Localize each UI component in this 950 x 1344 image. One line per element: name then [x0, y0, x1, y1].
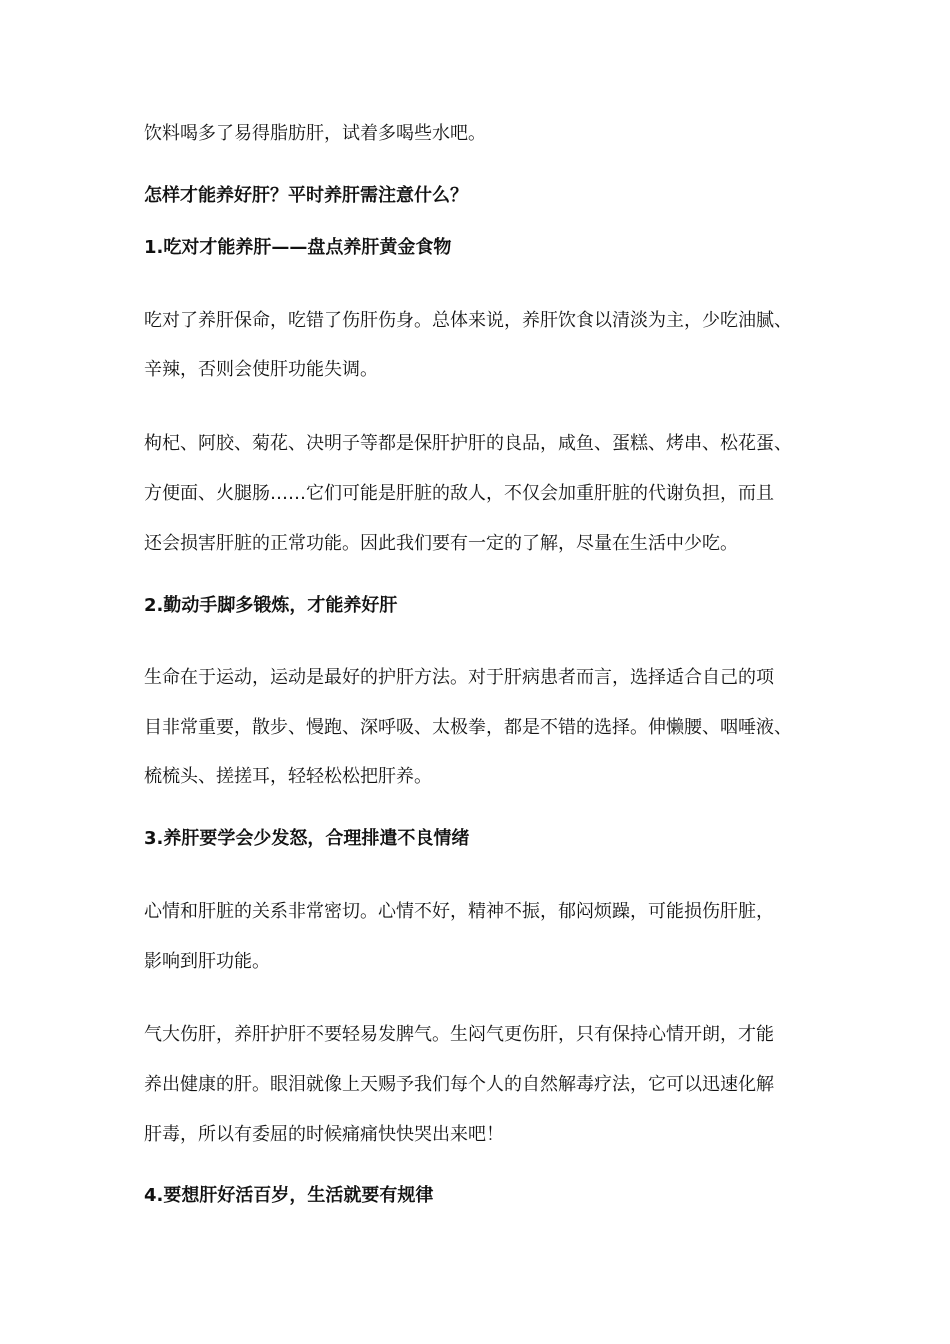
section-heading-4: 4.要想肝好活百岁，生活就要有规律 — [144, 1185, 434, 1206]
section-heading-2: 2.勤动手脚多锻炼，才能养好肝 — [144, 595, 398, 616]
paragraph-line: 辛辣，否则会使肝功能失调。 — [144, 359, 378, 380]
paragraph-line: 方便面、火腿肠……它们可能是肝脏的敌人，不仅会加重肝脏的代谢负担，而且 — [144, 483, 774, 504]
paragraph-line: 气大伤肝，养肝护肝不要轻易发脾气。生闷气更伤肝，只有保持心情开朗，才能 — [144, 1024, 774, 1045]
paragraph-line: 养出健康的肝。眼泪就像上天赐予我们每个人的自然解毒疗法，它可以迅速化解 — [144, 1074, 774, 1095]
paragraph-line: 吃对了养肝保命，吃错了伤肝伤身。总体来说，养肝饮食以清淡为主，少吃油腻、 — [144, 310, 792, 331]
section-question-heading: 怎样才能养好肝？平时养肝需注意什么？ — [144, 185, 468, 206]
paragraph-line: 饮料喝多了易得脂肪肝，试着多喝些水吧。 — [144, 123, 486, 144]
paragraph-line: 生命在于运动，运动是最好的护肝方法。对于肝病患者而言，选择适合自己的项 — [144, 667, 774, 688]
section-heading-1: 1.吃对才能养肝——盘点养肝黄金食物 — [144, 237, 452, 258]
section-heading-3: 3.养肝要学会少发怒，合理排遣不良情绪 — [144, 828, 470, 849]
paragraph-line: 影响到肝功能。 — [144, 951, 270, 972]
paragraph-line: 还会损害肝脏的正常功能。因此我们要有一定的了解，尽量在生活中少吃。 — [144, 533, 738, 554]
paragraph-line: 梳梳头、搓搓耳，轻轻松松把肝养。 — [144, 766, 432, 787]
paragraph-line: 心情和肝脏的关系非常密切。心情不好，精神不振，郁闷烦躁，可能损伤肝脏， — [144, 901, 774, 922]
paragraph-line: 目非常重要，散步、慢跑、深呼吸、太极拳，都是不错的选择。伸懒腰、咽唾液、 — [144, 717, 792, 738]
paragraph-line: 枸杞、阿胶、菊花、决明子等都是保肝护肝的良品，咸鱼、蛋糕、烤串、松花蛋、 — [144, 433, 792, 454]
paragraph-line: 肝毒，所以有委屈的时候痛痛快快哭出来吧！ — [144, 1124, 504, 1145]
